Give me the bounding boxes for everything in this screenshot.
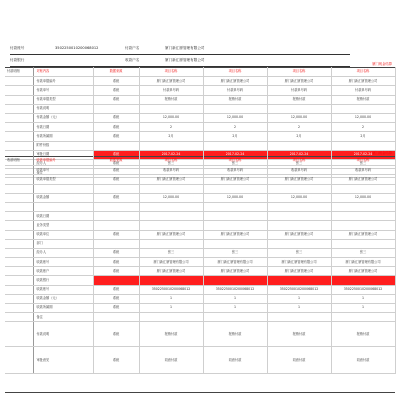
- row-label: 收款银行: [33, 276, 93, 285]
- table-row: [5, 294, 395, 303]
- table-cell: 12,000.00: [203, 113, 267, 122]
- table-cell: [93, 104, 139, 113]
- table-row: [5, 285, 395, 294]
- column-header: 数据来源: [93, 157, 139, 166]
- table-cell: 2: [203, 123, 267, 132]
- table-cell: 付款单号码: [203, 86, 267, 95]
- section-cell: [5, 258, 33, 267]
- table-header-row: [5, 157, 395, 166]
- banner-text: 厦门现金结算: [372, 151, 392, 155]
- row-label: 审批意见: [33, 347, 93, 374]
- table2-banner: [5, 150, 395, 156]
- section-cell: [5, 347, 33, 374]
- table-cell: 系统: [93, 86, 139, 95]
- table-row: [5, 184, 395, 193]
- table-cell: 厦门新汇厦管理有限公司: [139, 258, 203, 267]
- table-cell: [267, 202, 331, 211]
- table-cell: 厦门新汇厦管理公司: [139, 230, 203, 239]
- table-cell: [139, 202, 203, 211]
- header-label: 付款户名: [125, 46, 140, 50]
- table-row: [5, 193, 395, 202]
- table-cell: 12,000.00: [267, 193, 331, 202]
- section-cell: [5, 123, 33, 132]
- table-cell: 报销付款: [203, 95, 267, 104]
- table-cell: 厦门新汇厦管理公司: [203, 175, 267, 184]
- table-cell: 厦门新汇厦管理公司: [331, 175, 395, 184]
- table-cell: [203, 184, 267, 193]
- table-cell: 张三: [139, 159, 203, 168]
- table-cell: 同意付款: [139, 347, 203, 374]
- table-cell: [93, 184, 139, 193]
- row-label: 付款所属期: [33, 132, 93, 141]
- table-cell: 系统: [93, 294, 139, 303]
- table-cell: 2月: [139, 132, 203, 141]
- table-cell: 系统: [93, 132, 139, 141]
- table-cell: 3502250010200068012: [267, 285, 331, 294]
- table1-banner: [5, 61, 395, 67]
- table-cell: 系统: [93, 258, 139, 267]
- table-cell: 付款单号码: [331, 86, 395, 95]
- table-cell: [331, 184, 395, 193]
- header-value: 厦门新汇厦管理有限公司: [165, 46, 205, 50]
- row-label: 业务类型: [33, 221, 93, 230]
- table-cell: 12,000.00: [331, 113, 395, 122]
- table-cell: 厦门新汇厦管理公司: [139, 175, 203, 184]
- table-cell: 厦门新汇厦管理公司: [203, 267, 267, 276]
- column-header: 项目名称: [267, 68, 331, 77]
- column-header: 数据来源: [93, 68, 139, 77]
- table-cell: 张三: [139, 248, 203, 257]
- table-cell: 3502250010200068012: [203, 285, 267, 294]
- table-row: [5, 313, 395, 322]
- table-cell: 2月: [331, 132, 395, 141]
- table-row: [5, 77, 395, 86]
- table-row: [5, 113, 395, 122]
- section-cell: [5, 202, 33, 211]
- table-cell: 厦门新汇厦管理公司: [267, 267, 331, 276]
- table-row: [5, 239, 395, 248]
- section-cell: [5, 248, 33, 257]
- table-cell: 系统: [93, 150, 139, 159]
- table-cell: 厦门新汇厦管理公司: [267, 77, 331, 86]
- table-cell: 厦门新汇厦管理公司: [139, 77, 203, 86]
- header-row-1: [10, 43, 350, 55]
- table-cell: 2017-02-24: [203, 150, 267, 159]
- table-cell: 12,000.00: [139, 193, 203, 202]
- table-cell: [331, 202, 395, 211]
- table-cell: 厦门新汇厦管理公司: [331, 267, 395, 276]
- column-header: 项目名称: [203, 157, 267, 166]
- table-cell: [93, 239, 139, 248]
- table-row: [5, 258, 395, 267]
- table-cell: [139, 212, 203, 221]
- table-cell: 系统: [93, 166, 139, 175]
- table-cell: 付款单号码: [139, 86, 203, 95]
- table-cell: 12,000.00: [267, 113, 331, 122]
- table-row: [5, 104, 395, 113]
- table-cell: [139, 276, 203, 285]
- table-cell: [331, 276, 395, 285]
- section-cell: [5, 285, 33, 294]
- table-cell: 12,000.00: [139, 113, 203, 122]
- row-label: 付款单据类型: [33, 95, 93, 104]
- table-cell: 2: [139, 123, 203, 132]
- table-cell: 系统: [93, 347, 139, 374]
- table-cell: 张三: [267, 248, 331, 257]
- table-cell: 厦门新汇厦管理公司: [267, 175, 331, 184]
- table-cell: [203, 141, 267, 150]
- row-label: 付款单号: [33, 86, 93, 95]
- section-cell: [5, 166, 33, 175]
- table-cell: [331, 313, 395, 322]
- table-cell: 同意付款: [203, 347, 267, 374]
- table-cell: 系统: [93, 113, 139, 122]
- table-cell: 同意付款: [331, 347, 395, 374]
- row-label: 付款单据编号: [33, 77, 93, 86]
- table-cell: 厦门新汇厦管理公司: [267, 230, 331, 239]
- table-row: [5, 141, 395, 150]
- row-label: 付款金额（元）: [33, 113, 93, 122]
- table-cell: 厦门新汇厦管理有限公司: [331, 258, 395, 267]
- table-cell: 系统: [93, 230, 139, 239]
- row-label: 收款账号: [33, 258, 93, 267]
- section-cell: [5, 193, 33, 202]
- row-label: 经办人: [33, 248, 93, 257]
- table-cell: 报销付款: [139, 95, 203, 104]
- table-cell: [203, 276, 267, 285]
- header-value: 厦门新汇厦管理有限公司: [165, 58, 205, 62]
- section-cell: [5, 95, 33, 104]
- table-cell: [203, 239, 267, 248]
- table-row: [5, 132, 395, 141]
- receipt-detail-block: [5, 150, 395, 374]
- table-cell: 收款单号码: [331, 166, 395, 175]
- table-cell: 收款单号码: [139, 166, 203, 175]
- table-cell: 张三: [203, 159, 267, 168]
- table-cell: 3502250010200068012: [139, 285, 203, 294]
- row-label: 备注: [33, 169, 93, 178]
- table-cell: [93, 221, 139, 230]
- table-cell: [203, 221, 267, 230]
- table-cell: 厦门新汇厦管理公司: [331, 77, 395, 86]
- row-label: 收款账户: [33, 267, 93, 276]
- row-label: 收款账号: [33, 285, 93, 294]
- banner-text: 厦门现金结算: [372, 62, 392, 66]
- row-label: [33, 202, 93, 211]
- table-cell: 2: [267, 123, 331, 132]
- header-label: 付款银行: [10, 58, 25, 62]
- table-cell: [203, 212, 267, 221]
- column-header: 项目名称: [203, 68, 267, 77]
- table-cell: [139, 104, 203, 113]
- table-cell: 系统: [93, 175, 139, 184]
- table-cell: 张三: [203, 248, 267, 257]
- section-cell: [5, 239, 33, 248]
- header-value: 3502250010200068012: [55, 46, 99, 50]
- row-label: 收款日期: [33, 212, 93, 221]
- table-cell: 系统: [93, 248, 139, 257]
- row-label: 审批日期: [33, 150, 93, 159]
- table-cell: 收款单号码: [203, 166, 267, 175]
- table-cell: [93, 313, 139, 322]
- table-cell: 1: [139, 294, 203, 303]
- table-cell: 系统: [93, 159, 139, 168]
- row-label: 经办人: [33, 159, 93, 168]
- table-cell: 系统: [93, 77, 139, 86]
- table-cell: 厦门新汇厦管理有限公司: [267, 258, 331, 267]
- table-cell: 2017-02-24: [267, 150, 331, 159]
- column-header: 对账内容: [33, 68, 93, 77]
- section-cell: [5, 313, 33, 322]
- table-cell: 1: [203, 294, 267, 303]
- table-cell: 2017-02-24: [331, 150, 395, 159]
- table-cell: 1: [267, 294, 331, 303]
- column-header: 项目名称: [267, 157, 331, 166]
- table-cell: [267, 276, 331, 285]
- table-cell: [93, 141, 139, 150]
- section-cell: [5, 267, 33, 276]
- row-label: 收款单号: [33, 166, 93, 175]
- table-cell: 2月: [203, 132, 267, 141]
- table-cell: 同意付款: [267, 347, 331, 374]
- table-cell: [203, 104, 267, 113]
- section-cell: [5, 294, 33, 303]
- table-row: [5, 230, 395, 239]
- table-cell: [267, 141, 331, 150]
- row-label: [33, 184, 93, 193]
- section-cell: [5, 104, 33, 113]
- table-cell: [267, 212, 331, 221]
- section-cell: [5, 304, 33, 313]
- column-header: 项目名称: [331, 68, 395, 77]
- section-cell: [5, 141, 33, 150]
- table-cell: [267, 221, 331, 230]
- table-cell: [93, 202, 139, 211]
- row-label: 收款所属期: [33, 304, 93, 313]
- table-cell: 系统: [93, 322, 139, 347]
- table-row: [5, 86, 395, 95]
- table-cell: 收款单号码: [267, 166, 331, 175]
- row-label: 收款单据类型: [33, 175, 93, 184]
- table-cell: [139, 313, 203, 322]
- column-header: 项目名称: [331, 157, 395, 166]
- table-cell: 系统: [93, 95, 139, 104]
- table-cell: [203, 202, 267, 211]
- table-row: [5, 267, 395, 276]
- table-cell: 2: [331, 123, 395, 132]
- table-cell: [139, 221, 203, 230]
- table-row: [5, 276, 395, 285]
- column-header: 收款单据编号: [33, 157, 93, 166]
- row-label: 付款日期: [33, 123, 93, 132]
- section-cell: [5, 276, 33, 285]
- section-cell: [5, 322, 33, 347]
- table-cell: 系统: [93, 285, 139, 294]
- table-cell: 报销付款: [267, 322, 331, 347]
- section-cell: [5, 230, 33, 239]
- table-cell: 厦门新汇厦管理有限公司: [203, 258, 267, 267]
- table-cell: [139, 184, 203, 193]
- column-header: 项目名称: [139, 157, 203, 166]
- table-cell: [93, 212, 139, 221]
- header-label: 付款账号: [10, 46, 25, 50]
- table-cell: 1: [203, 304, 267, 313]
- table-row: [5, 322, 395, 347]
- row-label: 收款金额: [33, 193, 93, 202]
- row-label: 备注: [33, 313, 93, 322]
- table-cell: 系统: [93, 193, 139, 202]
- table-cell: [139, 141, 203, 150]
- table-cell: 厦门新汇厦管理公司: [203, 230, 267, 239]
- table-cell: [331, 221, 395, 230]
- table-row: [5, 166, 395, 175]
- section-cell: [5, 132, 33, 141]
- section-cell: [5, 113, 33, 122]
- table-cell: 厦门新汇厦管理公司: [203, 77, 267, 86]
- table-row: [5, 221, 395, 230]
- table-cell: 报销付款: [331, 95, 395, 104]
- table-cell: 12,000.00: [331, 193, 395, 202]
- row-label: 附件份数: [33, 141, 93, 150]
- table-row: [5, 123, 395, 132]
- table-cell: [139, 239, 203, 248]
- table-cell: 2017-02-24: [139, 150, 203, 159]
- table-cell: [331, 239, 395, 248]
- table-cell: 厦门新汇厦管理公司: [139, 267, 203, 276]
- receipt-detail-table: [5, 156, 396, 374]
- table-cell: 系统: [93, 123, 139, 132]
- table-row: [5, 248, 395, 257]
- table-row: [5, 347, 395, 374]
- section-cell: [5, 184, 33, 193]
- table-cell: 报销付款: [267, 95, 331, 104]
- table-cell: 张三: [331, 159, 395, 168]
- table-cell: 3502250010200068012: [331, 285, 395, 294]
- section-cell: [5, 86, 33, 95]
- table-cell: [267, 313, 331, 322]
- section-cell: [5, 221, 33, 230]
- row-label: 收款金额（元）: [33, 294, 93, 303]
- table-row: [5, 304, 395, 313]
- section-label: 付款明细: [5, 68, 33, 77]
- column-header: 项目名称: [139, 68, 203, 77]
- table-cell: 1: [331, 294, 395, 303]
- row-label: 付款说明: [33, 322, 93, 347]
- table-cell: 张三: [331, 248, 395, 257]
- section-cell: [5, 175, 33, 184]
- table-cell: 1: [139, 304, 203, 313]
- table-row: [5, 212, 395, 221]
- table-cell: [331, 104, 395, 113]
- table-cell: [93, 276, 139, 285]
- row-label: 部门: [33, 239, 93, 248]
- table-cell: 报销付款: [139, 322, 203, 347]
- table-cell: 系统: [93, 267, 139, 276]
- bottom-rule: [5, 392, 395, 395]
- row-label: 付款说明: [33, 104, 93, 113]
- table-cell: [203, 313, 267, 322]
- table-cell: [267, 239, 331, 248]
- table-cell: [267, 104, 331, 113]
- table-cell: 张三: [267, 159, 331, 168]
- row-label: 收款单位: [33, 230, 93, 239]
- table-cell: 12,000.00: [203, 193, 267, 202]
- table-row: [5, 175, 395, 184]
- table-cell: [331, 212, 395, 221]
- section-cell: [5, 77, 33, 86]
- table-row: [5, 95, 395, 104]
- header-label: 收款户名: [125, 58, 140, 62]
- table-cell: 报销付款: [331, 322, 395, 347]
- table-cell: 1: [331, 304, 395, 313]
- table-row: [5, 202, 395, 211]
- section-label: 收款明细: [5, 157, 33, 166]
- table-cell: [267, 184, 331, 193]
- table-cell: 厦门新汇厦管理公司: [331, 230, 395, 239]
- table-header-row: [5, 68, 395, 77]
- table-cell: 系统: [93, 304, 139, 313]
- section-cell: [5, 212, 33, 221]
- table-cell: 报销付款: [203, 322, 267, 347]
- table-cell: 1: [267, 304, 331, 313]
- table-cell: 付款单号码: [267, 86, 331, 95]
- table-cell: [331, 141, 395, 150]
- table-cell: 2月: [267, 132, 331, 141]
